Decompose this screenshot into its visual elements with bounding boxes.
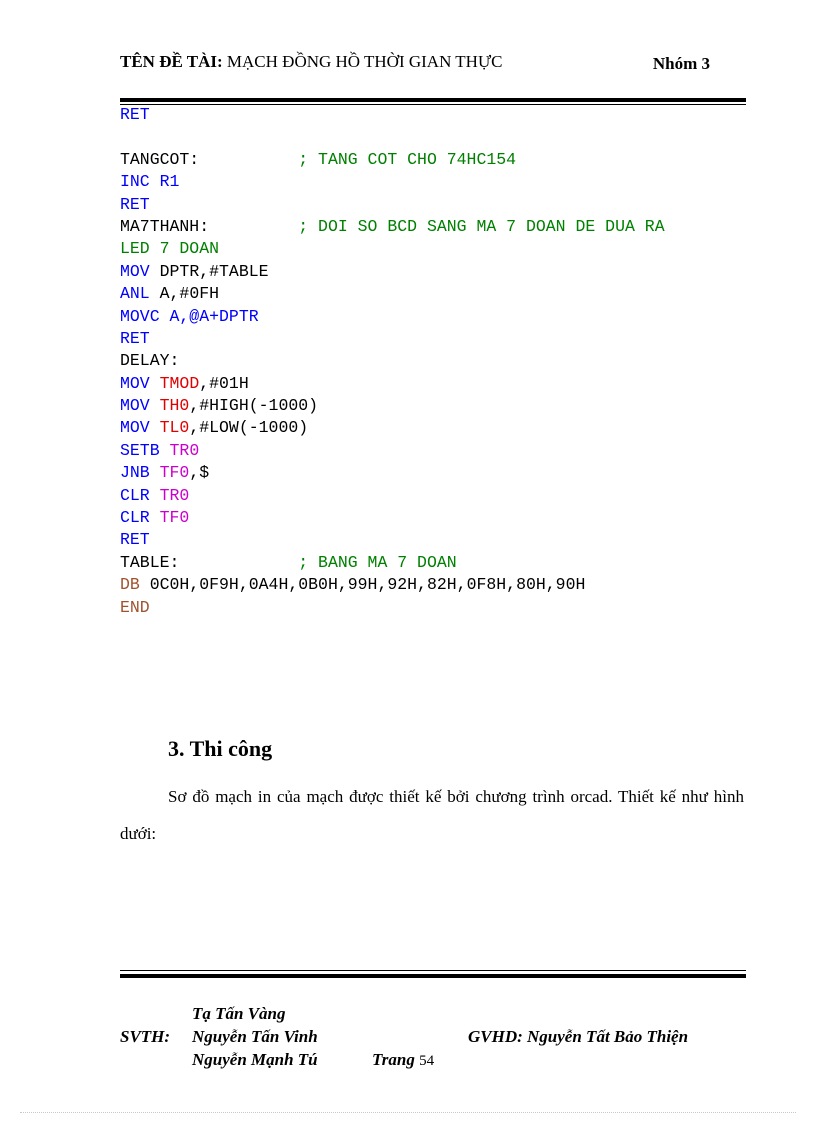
page-number-block (372, 1050, 434, 1070)
code-line (120, 507, 665, 529)
code-line (120, 440, 665, 462)
code-line (120, 552, 665, 574)
code-token: ,#LOW(-1000) (189, 418, 309, 438)
code-line (120, 306, 665, 328)
code-token: MOV (120, 373, 160, 393)
code-line (120, 485, 665, 507)
title-label: TÊN ĐỀ TÀI: (120, 52, 223, 71)
code-line (120, 171, 665, 193)
code-line (120, 529, 665, 551)
footer-rule-thin (120, 970, 746, 971)
page-header (120, 52, 710, 78)
student-name: Nguyễn Tấn Vinh (192, 1027, 318, 1046)
code-line (120, 350, 665, 372)
code-token: TL0 (159, 418, 190, 438)
code-line (120, 194, 665, 216)
code-token: DELAY: (120, 351, 180, 371)
code-token: LED 7 DOAN (120, 239, 220, 259)
code-token: TR0 (169, 440, 200, 460)
advisor-name: GVHD: Nguyễn Tất Bảo Thiện (468, 1027, 689, 1046)
assembly-code-block (120, 104, 665, 619)
code-line (120, 574, 665, 596)
code-token: MOV (120, 261, 160, 281)
code-token: RET (120, 194, 150, 214)
code-token: MOV (120, 396, 160, 416)
group-label: Nhóm 3 (652, 54, 710, 73)
code-line (120, 395, 665, 417)
code-token: TH0 (159, 396, 190, 416)
code-token: ,#HIGH(-1000) (189, 396, 319, 416)
code-token: TR0 (159, 485, 190, 505)
code-token: JNB (120, 463, 160, 483)
code-line (120, 462, 665, 484)
code-token: ; DOI SO BCD SANG MA 7 DOAN DE DUA RA (298, 216, 665, 236)
page-label: Trang (372, 1050, 415, 1069)
code-line (120, 238, 665, 260)
code-token: DPTR,#TABLE (159, 261, 269, 281)
code-token: MOVC A,@A+DPTR (120, 306, 259, 326)
code-line (120, 149, 665, 171)
code-line (120, 216, 665, 238)
code-line (120, 417, 665, 439)
code-token: SETB (120, 440, 170, 460)
page-number: 54 (419, 1053, 435, 1069)
code-token: END (120, 597, 150, 617)
student-name: Tạ Tấn Vàng (192, 1004, 286, 1023)
code-token: RET (120, 105, 150, 124)
code-token: ; BANG MA 7 DOAN (298, 552, 457, 572)
code-line (120, 261, 665, 283)
code-token: DB (120, 575, 150, 595)
code-token: ,#01H (199, 373, 249, 393)
code-token: INC R1 (120, 172, 180, 192)
code-token: TF0 (159, 508, 190, 528)
code-token: TANGCOT: (120, 149, 299, 169)
code-token: ANL (120, 284, 160, 304)
code-token: RET (120, 530, 150, 550)
section-paragraph (120, 778, 744, 852)
code-line (120, 328, 665, 350)
code-token: MA7THANH: (120, 216, 299, 236)
code-token: A,#0FH (159, 284, 220, 304)
page-bottom-border (20, 1112, 796, 1113)
code-token: ; TANG COT CHO 74HC154 (298, 149, 517, 169)
svth-label: SVTH: (120, 1027, 171, 1046)
code-line (120, 373, 665, 395)
header-rule-thick (120, 98, 746, 102)
code-line (120, 104, 665, 126)
code-token: TF0 (159, 463, 190, 483)
title-text: MẠCH ĐỒNG HỒ THỜI GIAN THỰC (222, 52, 503, 71)
code-token: RET (120, 328, 150, 348)
code-token: CLR (120, 485, 160, 505)
code-token: CLR (120, 508, 160, 528)
code-token: MOV (120, 418, 160, 438)
paragraph-text: Sơ đồ mạch in của mạch được thiết kế bởi chương trình orcad. Thiết kế như hình dưới: (120, 787, 744, 843)
document-title (120, 52, 503, 72)
footer-rule-thick (120, 974, 746, 978)
code-token: TMOD (159, 373, 200, 393)
code-line (120, 597, 665, 619)
code-line (120, 126, 665, 148)
student-name: Nguyễn Mạnh Tú (192, 1050, 318, 1069)
section-heading: 3. Thi công (168, 736, 273, 761)
code-token: TABLE: (120, 552, 299, 572)
code-line (120, 283, 665, 305)
code-token: 0C0H,0F9H,0A4H,0B0H,99H,92H,82H,0F8H,80H,90H (149, 575, 586, 595)
code-token: ,$ (189, 463, 210, 483)
